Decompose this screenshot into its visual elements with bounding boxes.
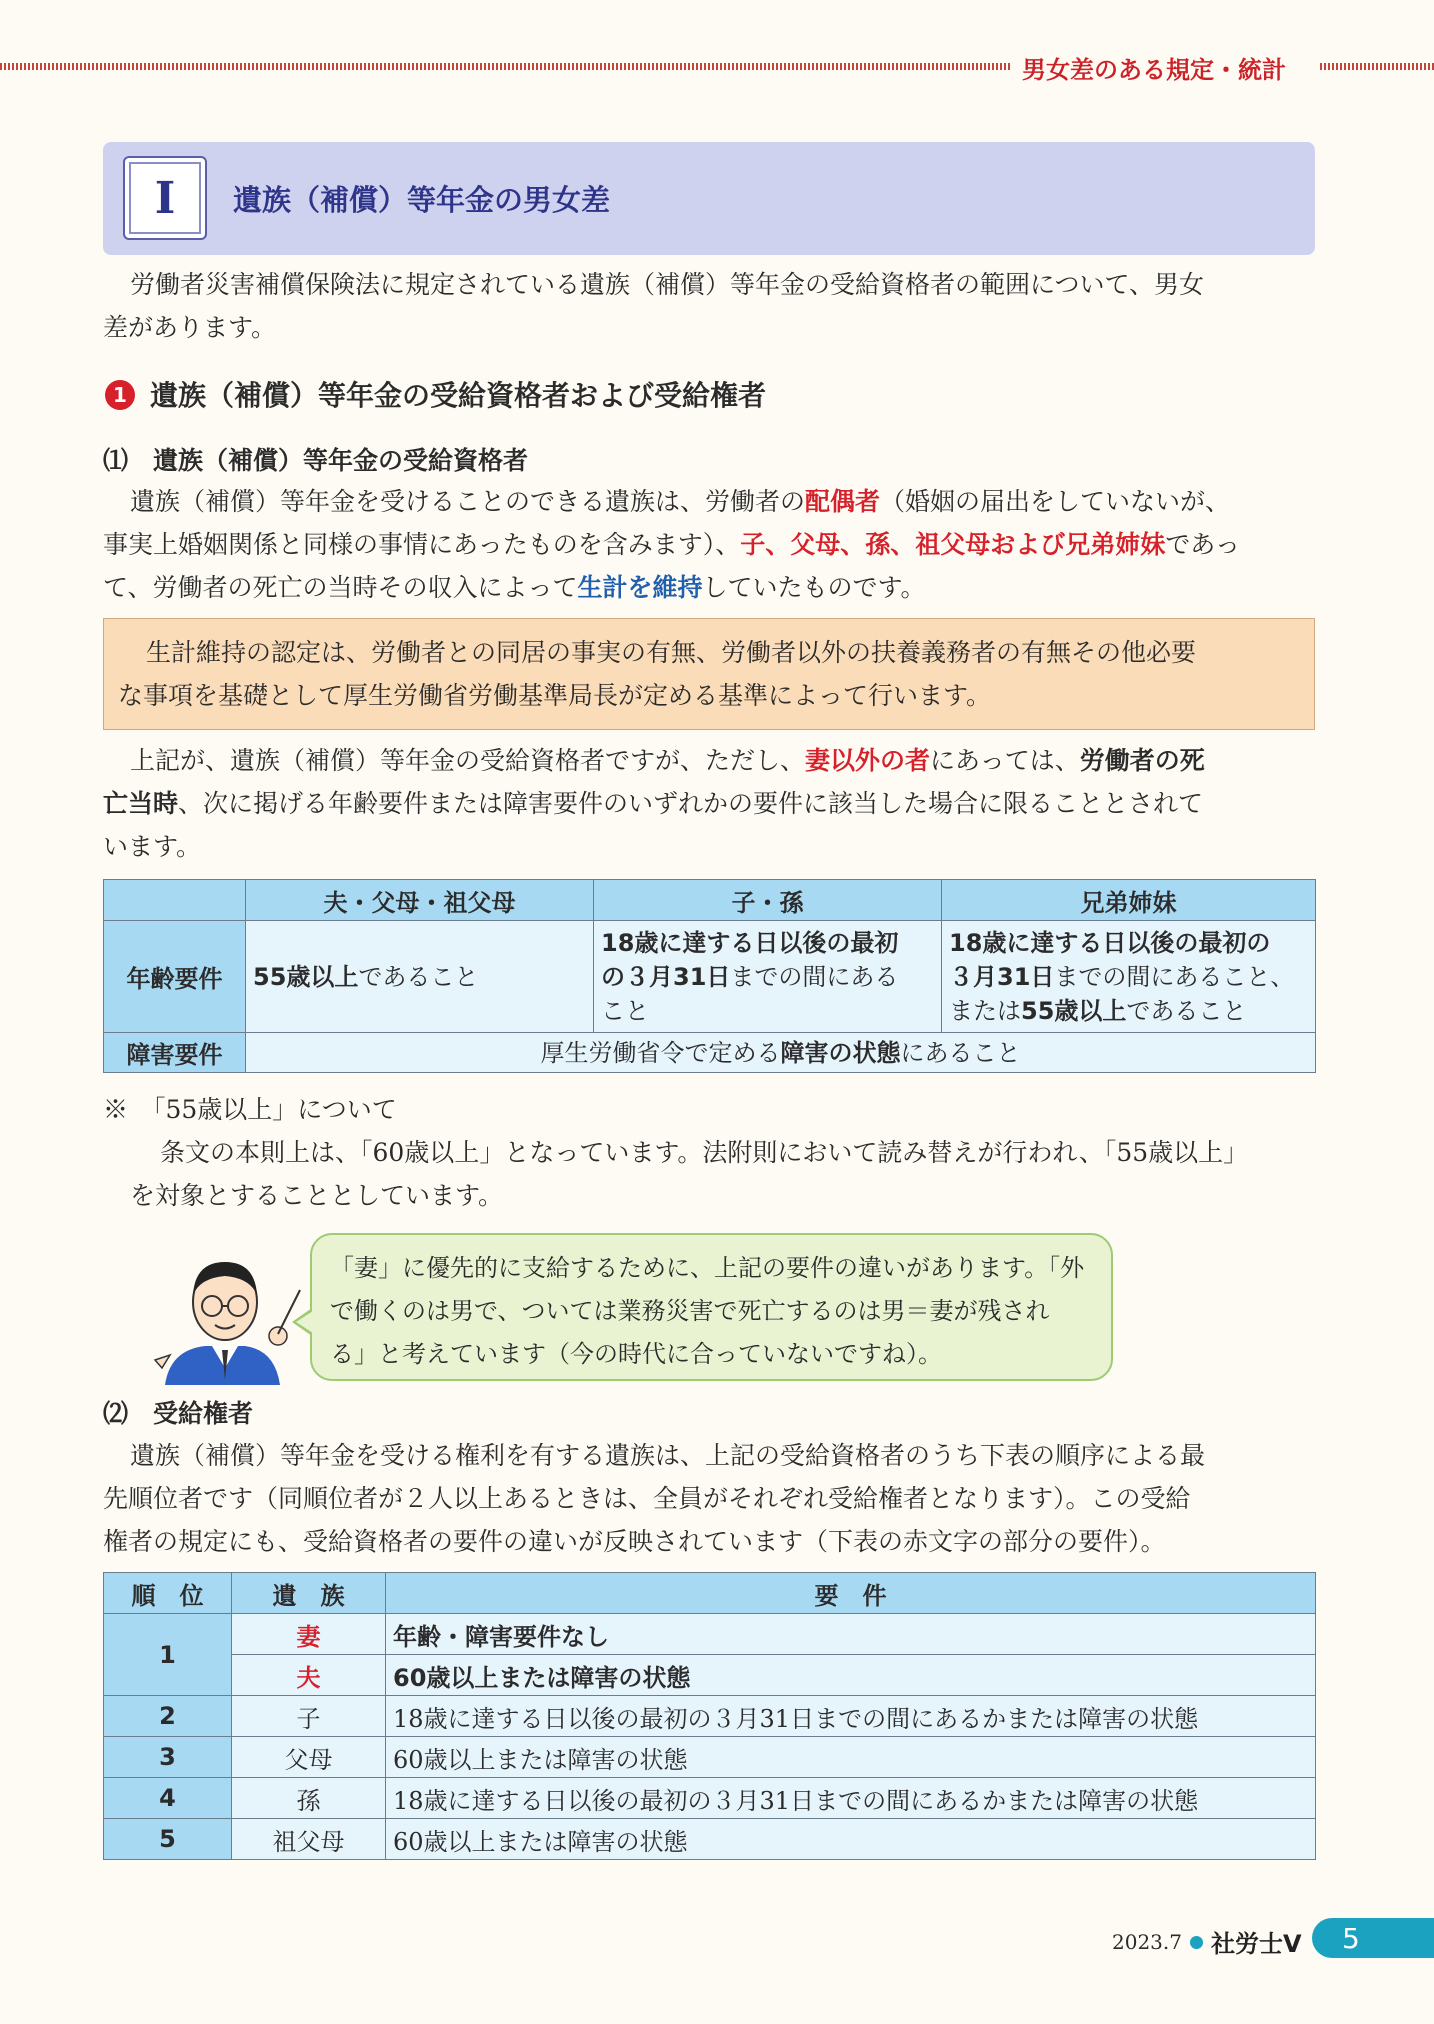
section-number: I (123, 156, 207, 240)
highlight-bold: 障害の状態 (780, 1038, 901, 1067)
family-cell: 夫 (232, 1655, 386, 1696)
table-header: 遺 族 (232, 1573, 386, 1614)
remark-line-1: ※ 「55歳以上」について (103, 1095, 397, 1124)
text-span: であること (1126, 996, 1247, 1025)
highlight-bold: 労働者の死 (1079, 746, 1205, 775)
requirement-cell: 18歳に達する日以後の最初の３月31日までの間にあるかまたは障害の状態 (386, 1778, 1316, 1819)
highlight-bold: 55歳以上 (1021, 996, 1127, 1025)
after-note-line-3: います。 (103, 832, 202, 861)
table-header: 子・孫 (594, 880, 942, 921)
text-span: 遺族（補償）等年金を受けることのできる遺族は、労働者の (130, 487, 806, 516)
table-header: 夫・父母・祖父母 (246, 880, 594, 921)
subheading-1: ⑴ 遺族（補償）等年金の受給資格者 (103, 446, 529, 475)
text-span: 事実上婚姻関係と同様の事情にあったものを含みます）、 (103, 530, 741, 559)
age-cell-children (594, 921, 942, 1033)
highlight-bold: 亡当時 (103, 789, 179, 818)
rank-cell: 2 (104, 1696, 232, 1737)
age-disability-requirements-table (103, 879, 1316, 1073)
after-note-line-1 (130, 739, 1205, 782)
text-span: にあっては、 (930, 746, 1080, 775)
table-row (104, 1655, 1316, 1696)
bubble-line: で働くのは男で、ついては業務災害で死亡するのは男＝妻が残され (330, 1297, 1050, 1325)
beneficiary-order-table (103, 1572, 1316, 1860)
age-cell-spouse-parents (246, 921, 594, 1033)
subheading-2: ⑵ 受給権者 (103, 1399, 254, 1428)
text-span: て、労働者の死亡の当時その収入によって (103, 573, 578, 602)
text-span: 、次に掲げる年齢要件または障害要件のいずれかの要件に該当した場合に限ることとされて (178, 789, 1204, 818)
after-note-line-2 (103, 782, 1203, 825)
row-label-age: 年齢要件 (104, 921, 246, 1033)
family-cell: 祖父母 (232, 1819, 386, 1860)
intro-line-2: 差があります。 (103, 313, 277, 342)
cell-line (949, 960, 1308, 994)
text-span: であること (358, 962, 479, 991)
text-span: にあること (900, 1038, 1021, 1067)
note-box (103, 618, 1315, 730)
text-span: までの間にあること、 (1054, 962, 1295, 991)
running-head: 男女差のある規定・統計 (1022, 56, 1286, 84)
table-header: 要 件 (386, 1573, 1316, 1614)
highlight-bold: ３月31日 (949, 962, 1055, 991)
rank-cell: 1 (104, 1614, 232, 1696)
text-span: していたものです。 (702, 573, 926, 602)
family-cell: 子 (232, 1696, 386, 1737)
sub2-line-1: 遺族（補償）等年金を受ける権利を有する遺族は、上記の受給資格者のうち下表の順序による最 (130, 1441, 1206, 1470)
table-row (104, 1614, 1316, 1655)
bubble-tail-inner (296, 1311, 313, 1333)
rank-cell: 3 (104, 1737, 232, 1778)
magazine-logo: 社労士V (1211, 1930, 1302, 1958)
sub2-line-2: 先順位者です（同順位者が２人以上あるときは、全員がそれぞれ受給権者となります）。この受給 (103, 1484, 1191, 1513)
heading-number-badge: 1 (105, 380, 135, 410)
table-header (104, 880, 246, 921)
sub1-line-2 (103, 523, 1240, 566)
highlight-blue: 生計を維持 (577, 573, 703, 602)
cell-line: 18歳に達する日以後の最初の (949, 928, 1271, 957)
table-row (104, 1696, 1316, 1737)
table-row (104, 1778, 1316, 1819)
requirement-cell: 18歳に達する日以後の最初の３月31日までの間にあるかまたは障害の状態 (386, 1696, 1316, 1737)
table-row (104, 1819, 1316, 1860)
remark-line-2: 条文の本則上は、「60歳以上」となっています。法附則において読み替えが行われ、「55歳以上」 (160, 1138, 1249, 1167)
footer-dot (1190, 1936, 1203, 1949)
cell-line: 18歳に達する日以後の最初 (601, 928, 899, 957)
speech-bubble (310, 1233, 1113, 1381)
header-rule-right (1320, 63, 1434, 70)
rank-cell: 4 (104, 1778, 232, 1819)
cell-line: こと (601, 996, 649, 1025)
header-rule-left (0, 63, 1010, 70)
section-title: 遺族（補償）等年金の男女差 (233, 183, 611, 217)
bubble-text (330, 1247, 1084, 1376)
text-span: 上記が、遺族（補償）等年金の受給資格者ですが、ただし、 (130, 746, 806, 775)
sub1-line-1 (130, 480, 1230, 523)
bubble-line: 「妻」に優先的に支給するために、上記の要件の違いがあります。「外 (330, 1254, 1085, 1282)
remark-line-3: を対象とすることとしています。 (130, 1181, 504, 1210)
teacher-illustration (150, 1250, 315, 1385)
highlight-red: 配偶者 (805, 487, 881, 516)
disability-cell (246, 1033, 1316, 1073)
highlight-red: 妻以外の者 (805, 746, 931, 775)
requirement-cell: 60歳以上または障害の状態 (386, 1655, 1316, 1696)
cell-line (601, 960, 934, 994)
page-number: 5 (1312, 1918, 1434, 1958)
sub2-line-3: 権者の規定にも、受給資格者の要件の違いが反映されています（下表の赤文字の部分の要件）。 (103, 1527, 1166, 1556)
text-span: であっ (1165, 530, 1241, 559)
text-span: までの間にある (730, 962, 899, 991)
text-span: （婚姻の届出をしていないが、 (880, 487, 1231, 516)
footer-date: 2023.7 (1112, 1930, 1182, 1954)
table-row (104, 1737, 1316, 1778)
note-line-2: な事項を基礎として厚生労働省労働基準局長が定める基準によって行います。 (118, 681, 992, 710)
table-header: 順 位 (104, 1573, 232, 1614)
row-label-disability: 障害要件 (104, 1033, 246, 1073)
requirement-cell: 年齢・障害要件なし (386, 1614, 1316, 1655)
family-cell: 父母 (232, 1737, 386, 1778)
note-line-1: 生計維持の認定は、労働者との同居の事実の有無、労働者以外の扶養義務者の有無その他必要 (146, 638, 1197, 667)
requirement-cell: 60歳以上または障害の状態 (386, 1819, 1316, 1860)
sub1-line-3 (103, 566, 926, 609)
text-span: または (949, 996, 1021, 1025)
rank-cell: 5 (104, 1819, 232, 1860)
age-cell-siblings (942, 921, 1316, 1033)
family-cell: 妻 (232, 1614, 386, 1655)
table-header: 兄弟姉妹 (942, 880, 1316, 921)
bubble-line: る」と考えています（今の時代に合っていないですね）。 (330, 1340, 942, 1368)
text-span: 厚生労働省令で定める (540, 1038, 781, 1067)
highlight-bold: の３月31日 (601, 962, 731, 991)
heading-1-title: 遺族（補償）等年金の受給資格者および受給権者 (150, 379, 767, 412)
section-banner (103, 142, 1315, 255)
highlight-red: 子、父母、孫、祖父母および兄弟姉妹 (740, 530, 1166, 559)
requirement-cell: 60歳以上または障害の状態 (386, 1737, 1316, 1778)
cell-line (949, 994, 1308, 1028)
family-cell: 孫 (232, 1778, 386, 1819)
highlight-bold: 55歳以上 (253, 962, 359, 991)
intro-line-1: 労働者災害補償保険法に規定されている遺族（補償）等年金の受給資格者の範囲について、男女 (130, 270, 1205, 299)
